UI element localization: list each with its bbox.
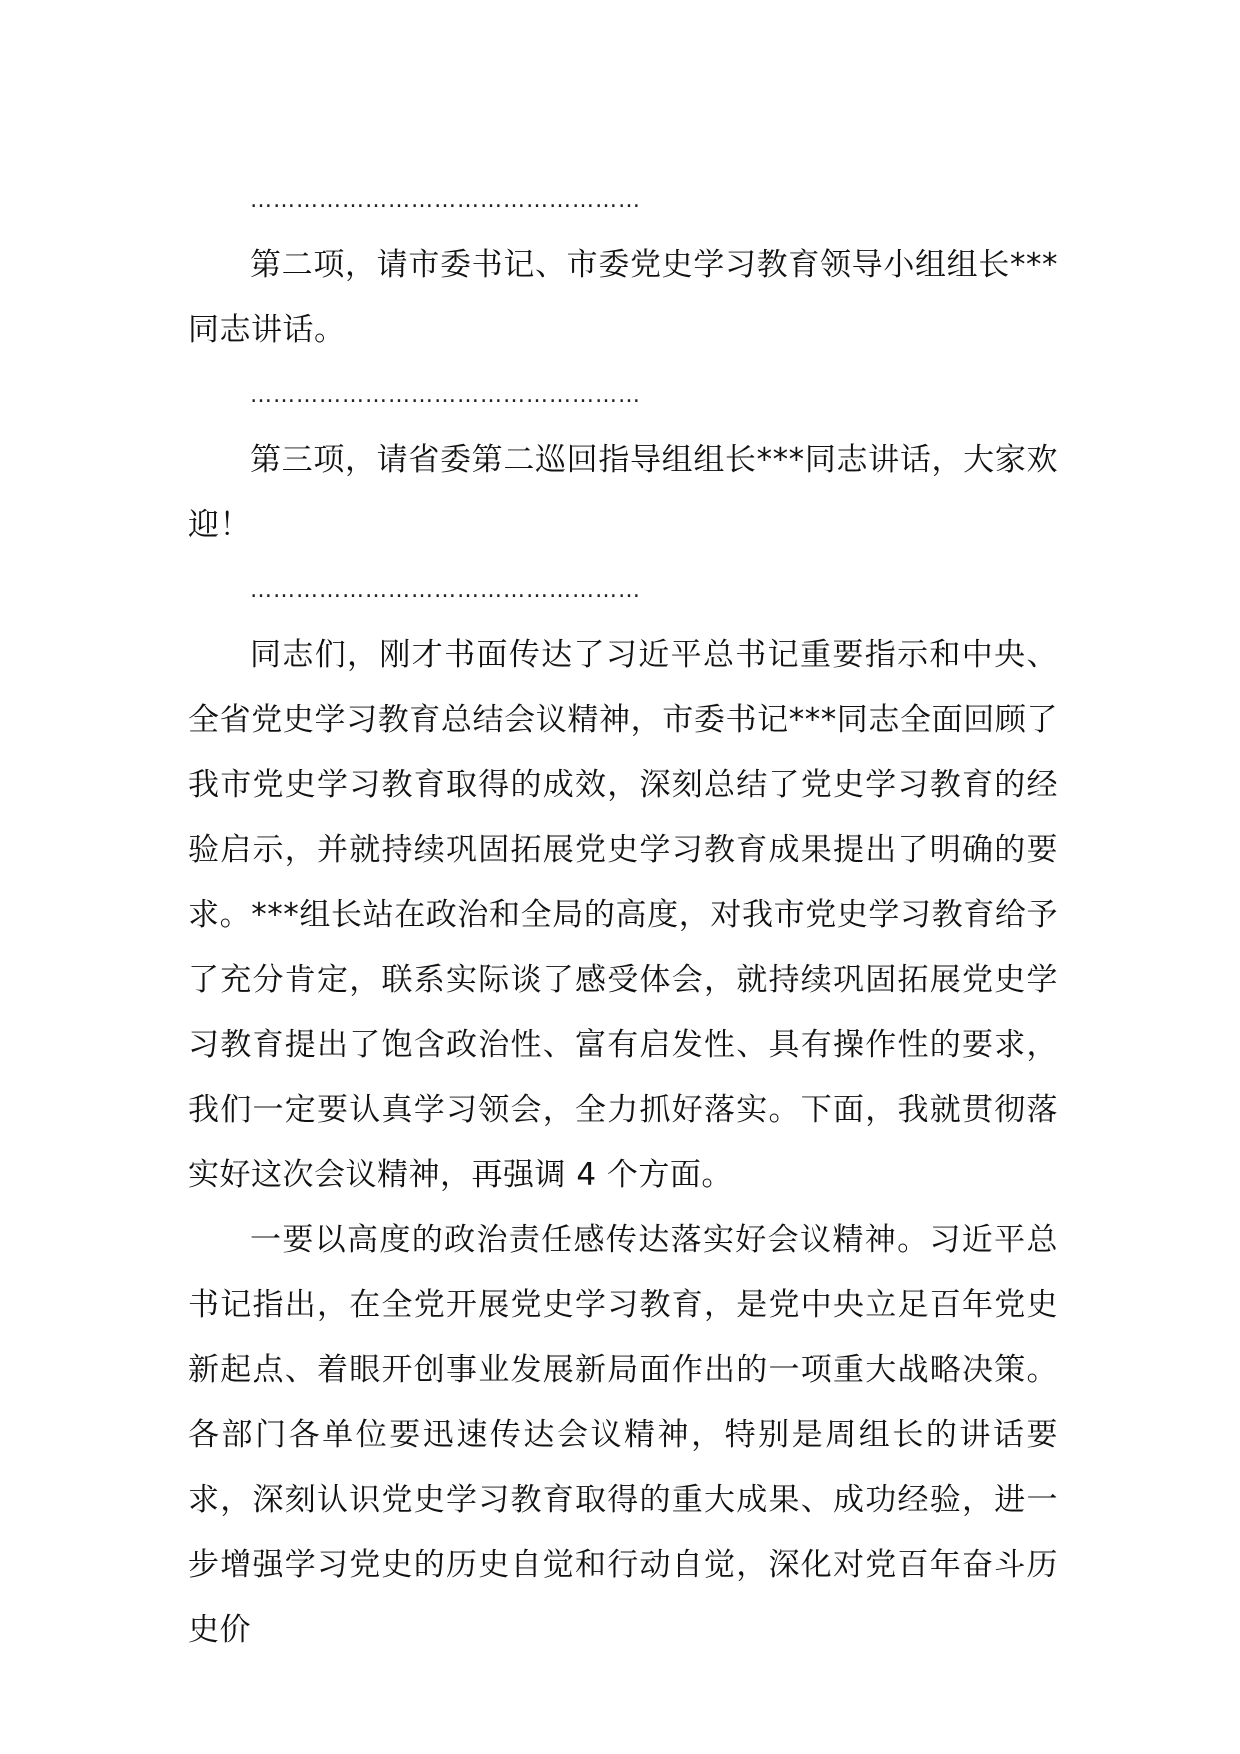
paragraph-item-three: 第三项，请省委第二巡回指导组组长***同志讲话，大家欢迎！ xyxy=(188,442,1058,543)
document-body xyxy=(188,168,1058,1663)
ellipsis-separator: …………………………………………… xyxy=(250,383,641,408)
ellipsis-separator: …………………………………………… xyxy=(250,578,641,603)
paragraph-speech-intro: 同志们，刚才书面传达了习近平总书记重要指示和中央、全省党史学习教育总结会议精神，市委书记***同志全面回顾了我市党史学习教育取得的成效，深刻总结了党史学习教育的经验启示，并就持续巩固拓展党史学习教育成果提出了明确的要求。***组长站在政治和全局的高度，对我市党史学习教育给予了充分肯定，联系实际谈了感受体会，就持续巩固拓展党史学习教育提出了饱含政治性、富有启发性、具有操作性的要求，我们一定要认真学习领会，全力抓好落实。下面，我就贯彻落实好这次会议精神，再强调 4 个方面。 xyxy=(188,637,1058,1193)
ellipsis-separator: …………………………………………… xyxy=(250,188,641,213)
paragraph-point-one: 一要以高度的政治责任感传达落实好会议精神。习近平总书记指出，在全党开展党史学习教育，是党中央立足百年党史新起点、着眼开创事业发展新局面作出的一项重大战略决策。各部门各单位要迅速传达会议精神，特别是周组长的讲话要求，深刻认识党史学习教育取得的重大成果、成功经验，进一步增强学习党史的历史自觉和行动自觉，深化对党百年奋斗历史价 xyxy=(188,1222,1058,1648)
paragraph-item-two: 第二项，请市委书记、市委党史学习教育领导小组组长***同志讲话。 xyxy=(188,247,1058,348)
